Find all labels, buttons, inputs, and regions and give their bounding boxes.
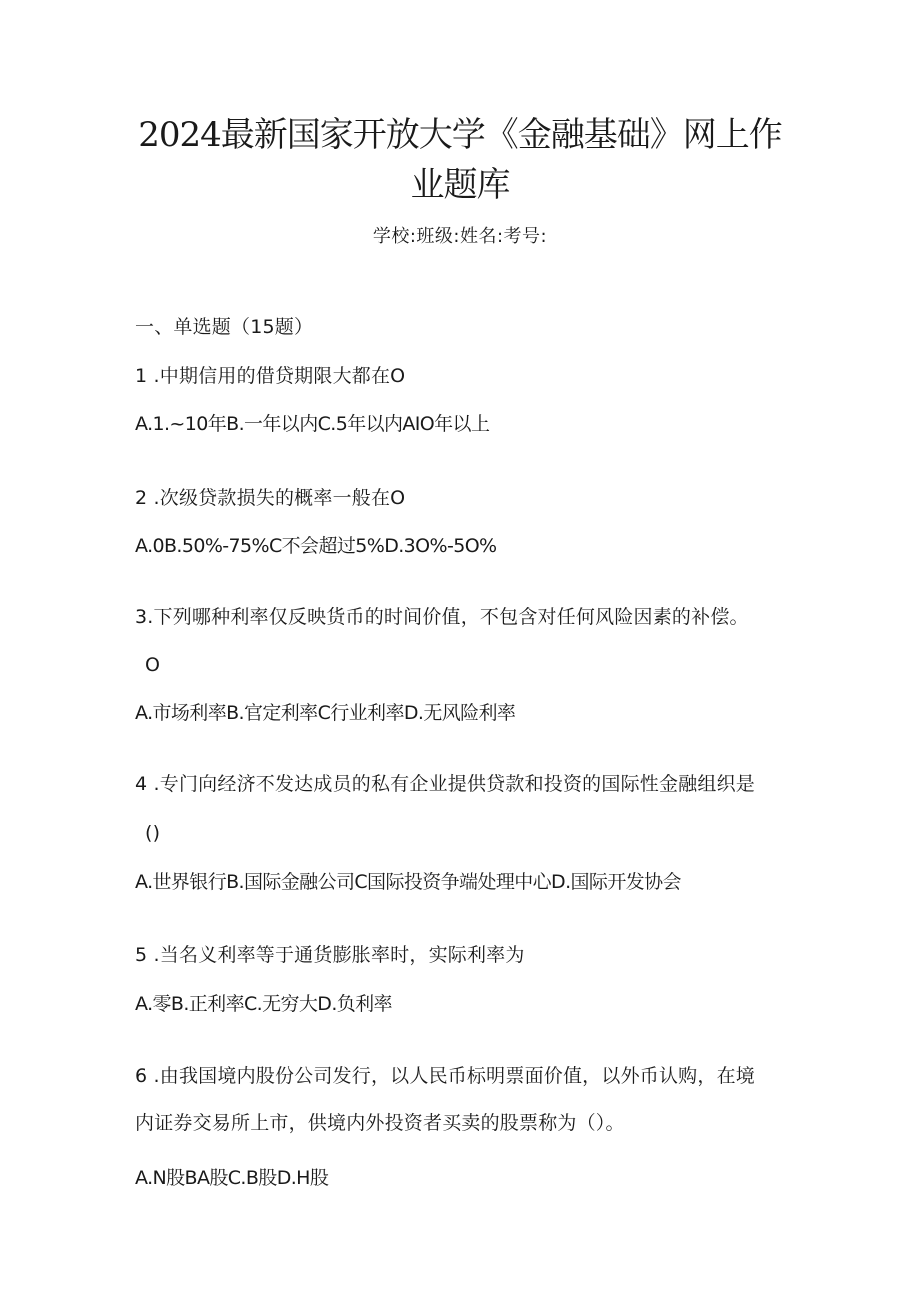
question-5-text: 5 .当名义利率等于通货膨胀率时，实际利率为 bbox=[135, 944, 525, 966]
question-6-text-continued: 内证券交易所上市，供境内外投资者买卖的股票称为（）。 bbox=[135, 1112, 625, 1134]
question-2-options: A.0B.50%-75%C不会超过5%D.3O%-5O% bbox=[135, 535, 497, 557]
question-4-text-continued: () bbox=[145, 822, 161, 844]
question-5-options: A.零B.正利率C.无穷大D.负利率 bbox=[135, 993, 392, 1015]
document-title-line-2: 业题库 bbox=[410, 165, 510, 205]
question-6-options: A.N股BA股C.B股D.H股 bbox=[135, 1167, 329, 1189]
question-4-options: A.世界银行B.国际金融公司C国际投资争端处理中心D.国际开发协会 bbox=[135, 871, 681, 893]
question-3-text-continued: O bbox=[145, 654, 161, 676]
question-1-text: 1 .中期信用的借贷期限大都在O bbox=[135, 365, 406, 387]
student-info-line: 学校:班级:姓名:考号: bbox=[372, 226, 548, 247]
document-title-line-1: 2024最新国家开放大学《金融基础》网上作 bbox=[138, 115, 782, 155]
question-1-options: A.1.~10年B.一年以内C.5年以内AIO年以上 bbox=[135, 413, 490, 435]
question-3-text: 3.下列哪种利率仅反映货币的时间价值，不包含对任何风险因素的补偿。 bbox=[135, 606, 749, 628]
question-3-options: A.市场利率B.官定利率C行业利率D.无风险利率 bbox=[135, 702, 516, 724]
section-heading: 一、单选题（15题） bbox=[135, 316, 314, 338]
question-4-text: 4 .专门向经济不发达成员的私有企业提供贷款和投资的国际性金融组织是 bbox=[135, 773, 755, 795]
question-6-text: 6 .由我国境内股份公司发行，以人民币标明票面价值，以外币认购，在境 bbox=[135, 1065, 755, 1087]
question-2-text: 2 .次级贷款损失的概率一般在O bbox=[135, 487, 406, 509]
